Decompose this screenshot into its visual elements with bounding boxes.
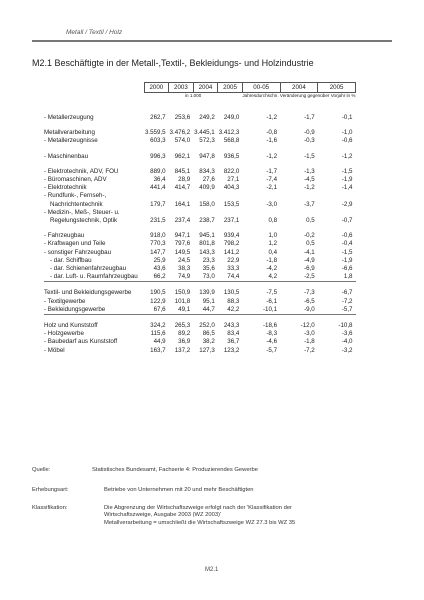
col-header: 00-05 bbox=[242, 83, 280, 93]
page-title: M2.1 Beschäftigte in der Metall-,Textil-, Bekleidungs- und Holzindustrie bbox=[32, 58, 314, 68]
table-cell: 231,5 bbox=[150, 217, 166, 225]
table-cell: 190,5 bbox=[150, 289, 166, 297]
table-cell: -7,2 bbox=[304, 346, 315, 354]
table-cell: 889,0 bbox=[150, 167, 166, 175]
table-cell: 568,8 bbox=[223, 137, 240, 145]
row-label: - Büromaschinen, ADV bbox=[44, 176, 107, 184]
table-cell: 996,3 bbox=[150, 152, 166, 160]
table-cell: 35,6 bbox=[202, 265, 215, 273]
row-label: - Holzgewerbe bbox=[44, 330, 84, 338]
table-cell: 139,9 bbox=[199, 289, 215, 297]
table-cell: -0,9 bbox=[304, 129, 315, 137]
table-cell: 441,4 bbox=[150, 184, 166, 192]
table-cell: 74,9 bbox=[178, 273, 191, 281]
table-cell: 44,9 bbox=[153, 338, 166, 346]
table-cell bbox=[218, 209, 243, 217]
table-cell: 153,5 bbox=[223, 200, 240, 208]
table-cell: -2,9 bbox=[341, 200, 353, 208]
table-cell: 237,1 bbox=[223, 217, 240, 225]
table-cell: 603,3 bbox=[150, 137, 166, 145]
table-cell: 0,5 bbox=[306, 240, 315, 248]
table-cell: 834,3 bbox=[199, 167, 215, 175]
table-cell: -0,1 bbox=[341, 114, 353, 121]
table-cell: 147,7 bbox=[150, 248, 166, 256]
table-row bbox=[44, 137, 356, 145]
table-cell: -6,7 bbox=[341, 289, 353, 297]
table-row bbox=[44, 298, 356, 306]
table-row bbox=[44, 192, 356, 200]
col-header: 2004 bbox=[193, 83, 218, 93]
section-header: Metall / Textil / Holz bbox=[66, 29, 123, 36]
row-label: - Fahrzeugbau bbox=[44, 232, 85, 240]
unit-abs-label: in 1.000 bbox=[185, 93, 202, 98]
table-cell: 324,2 bbox=[150, 322, 166, 330]
table-cell: -1,9 bbox=[341, 176, 353, 184]
table-cell: 33,3 bbox=[227, 265, 240, 273]
table-cell: 253,6 bbox=[174, 114, 191, 121]
table-cell: -5,7 bbox=[266, 346, 278, 354]
table-row bbox=[44, 330, 356, 338]
table-cell: 36,4 bbox=[153, 176, 166, 184]
table-row bbox=[44, 322, 356, 330]
table-cell: 962,1 bbox=[174, 152, 191, 160]
table-cell: 49,1 bbox=[178, 305, 191, 313]
table-cell: -1,0 bbox=[341, 129, 353, 137]
table-row bbox=[44, 176, 356, 184]
table-cell: 0,4 bbox=[268, 248, 278, 256]
table-cell: 3.476,2 bbox=[169, 129, 191, 137]
row-label: Holz und Kunststoff bbox=[44, 322, 98, 330]
group-spacer bbox=[44, 315, 356, 323]
table-cell: -1,8 bbox=[304, 338, 315, 346]
col-header: 2005 bbox=[218, 83, 243, 93]
table-row bbox=[44, 153, 356, 161]
page-number: M2.1 bbox=[205, 567, 219, 573]
table-cell: -8,3 bbox=[266, 330, 278, 338]
table-cell: 127,3 bbox=[199, 346, 215, 354]
table-row bbox=[44, 240, 356, 248]
col-header: 2000 bbox=[144, 83, 169, 93]
table-cell: 150,9 bbox=[174, 289, 191, 297]
table-cell: 24,5 bbox=[178, 256, 191, 264]
table-cell: 67,6 bbox=[153, 305, 166, 313]
table-row bbox=[44, 306, 356, 315]
table-cell: -7,2 bbox=[341, 297, 353, 305]
row-label: - dar. Luft- u. Raumfahrzeugbau bbox=[50, 273, 138, 281]
table-cell bbox=[144, 209, 169, 217]
survey-label: Erhebungsart: bbox=[32, 487, 69, 493]
table-row bbox=[44, 265, 356, 273]
table-cell: 936,5 bbox=[223, 152, 240, 160]
table-cell: -4,1 bbox=[304, 248, 315, 256]
table-cell: 38,3 bbox=[178, 265, 191, 273]
group-spacer bbox=[44, 161, 356, 168]
table-cell: 27,1 bbox=[227, 176, 240, 184]
table-cell: 409,9 bbox=[199, 184, 215, 192]
table-cell: 797,6 bbox=[174, 240, 191, 248]
table-cell: -4,0 bbox=[341, 338, 353, 346]
table-row bbox=[44, 257, 356, 265]
row-label: - dar. Schiffbau bbox=[50, 256, 92, 264]
group-spacer bbox=[44, 107, 356, 114]
table-cell: 74,4 bbox=[227, 273, 240, 281]
table-row bbox=[44, 232, 356, 240]
table-row bbox=[44, 289, 356, 297]
table-cell: -0,7 bbox=[341, 217, 353, 225]
row-label: - Maschinenbau bbox=[44, 152, 89, 160]
table-cell: 947,1 bbox=[174, 232, 191, 240]
table-cell: 252,0 bbox=[199, 322, 215, 330]
table-cell: -1,4 bbox=[341, 184, 353, 192]
table-cell: 130,5 bbox=[223, 289, 240, 297]
table-cell: 164,1 bbox=[174, 200, 191, 208]
table-cell: -5,7 bbox=[341, 305, 353, 313]
table-cell: 845,1 bbox=[174, 167, 191, 175]
table-cell: -1,7 bbox=[266, 167, 278, 175]
table-cell: 115,6 bbox=[150, 330, 166, 338]
source-label: Quelle: bbox=[32, 467, 51, 473]
table-cell bbox=[280, 192, 318, 200]
table-cell: 163,7 bbox=[150, 346, 166, 354]
header-rule bbox=[32, 40, 392, 42]
table-cell: 73,0 bbox=[202, 273, 215, 281]
table-cell: 44,7 bbox=[202, 305, 215, 313]
table-cell bbox=[218, 192, 243, 200]
table-cell: -3,0 bbox=[304, 330, 315, 338]
group-spacer bbox=[44, 122, 356, 129]
table-cell: -4,6 bbox=[266, 338, 278, 346]
table-cell: 939,4 bbox=[223, 232, 240, 240]
table-row bbox=[44, 347, 356, 355]
table-cell: -2,1 bbox=[266, 184, 278, 192]
table-cell bbox=[193, 192, 218, 200]
table-cell: 95,1 bbox=[202, 297, 215, 305]
table-cell: -0,6 bbox=[341, 232, 353, 240]
table-cell: 249,0 bbox=[223, 114, 240, 121]
row-label: - Metallerzeugung bbox=[44, 114, 94, 121]
table-cell: 149,5 bbox=[174, 248, 191, 256]
row-label: Nachrichtentechnik bbox=[50, 200, 103, 208]
table-cell: -3,2 bbox=[341, 346, 353, 354]
table-cell: 23,3 bbox=[202, 256, 215, 264]
source-text: Statistisches Bundesamt, Fachserie 4: Produzierendes Gewerbe bbox=[92, 467, 258, 473]
table-cell: -3,6 bbox=[341, 330, 353, 338]
row-label: - Elektrotechnik, ADV, FOU bbox=[44, 167, 119, 175]
table-cell: 947,8 bbox=[199, 152, 215, 160]
table-cell: 572,3 bbox=[199, 137, 215, 145]
table-cell: 38,2 bbox=[202, 338, 215, 346]
table-cell: -1,2 bbox=[266, 114, 278, 121]
table-cell: 89,2 bbox=[178, 330, 191, 338]
table-cell: -0,4 bbox=[341, 240, 353, 248]
table-cell: 3.412,3 bbox=[218, 129, 240, 137]
table-cell: -4,2 bbox=[266, 265, 278, 273]
table-cell: -7,5 bbox=[266, 289, 278, 297]
table-row bbox=[44, 217, 356, 225]
row-label: - Textilgewerbe bbox=[44, 297, 86, 305]
table-cell: 237,4 bbox=[174, 217, 191, 225]
table-cell: 798,2 bbox=[223, 240, 240, 248]
table-cell: 404,3 bbox=[223, 184, 240, 192]
row-label: Regelungstechnik, Optik bbox=[50, 217, 118, 225]
table-cell: -7,4 bbox=[266, 176, 278, 184]
table-cell: -3,7 bbox=[304, 200, 315, 208]
table-cell: 25,9 bbox=[153, 256, 166, 264]
row-label: - Elektrotechnik bbox=[44, 184, 87, 192]
survey-text: Betriebe von Unternehmen mit 20 und mehr Beschäftigten bbox=[104, 487, 254, 493]
table-cell: 122,9 bbox=[150, 297, 166, 305]
table-cell: 770,3 bbox=[150, 240, 166, 248]
table-cell bbox=[318, 209, 356, 217]
table-cell: 574,0 bbox=[174, 137, 191, 145]
table-row bbox=[44, 168, 356, 176]
table-cell: -3,0 bbox=[266, 200, 278, 208]
col-header: 2003 bbox=[169, 83, 194, 93]
unit-change-label: Jahresdurchschn. Veränderung gegenüber Vorjahr in % bbox=[242, 93, 356, 98]
row-label: - dar. Schienenfahrzeugbau bbox=[50, 265, 127, 273]
row-label: - Baubedarf aus Kunststoff bbox=[44, 338, 118, 346]
table-cell: 0,5 bbox=[306, 217, 315, 225]
table-cell: 42,2 bbox=[227, 305, 240, 313]
table-cell: 36,9 bbox=[178, 338, 191, 346]
table-header-row bbox=[44, 83, 356, 93]
table-cell: 801,8 bbox=[199, 240, 215, 248]
table-cell: 3.559,5 bbox=[144, 129, 166, 137]
table-cell: -0,2 bbox=[304, 232, 315, 240]
table-cell: 143,3 bbox=[199, 248, 215, 256]
table-cell: -1,7 bbox=[304, 114, 315, 121]
table-cell bbox=[318, 192, 356, 200]
table-cell: 1,8 bbox=[343, 273, 353, 281]
table-cell: -0,8 bbox=[266, 129, 278, 137]
row-label: - Bekleidungsgewerbe bbox=[44, 305, 106, 313]
classification-line-1: Die Abgrenzung der Wirtschaftszweige erfolgt nach der 'Klassifikation der bbox=[104, 505, 292, 511]
table-cell: -2,5 bbox=[304, 273, 315, 281]
employment-table bbox=[44, 82, 356, 355]
table-cell: 141,2 bbox=[223, 248, 240, 256]
table-cell: 158,0 bbox=[199, 200, 215, 208]
table-row bbox=[44, 338, 356, 346]
table-cell: 101,8 bbox=[174, 297, 191, 305]
table-cell: 36,7 bbox=[227, 338, 240, 346]
table-cell: -4,9 bbox=[304, 256, 315, 264]
table-cell: -4,5 bbox=[304, 176, 315, 184]
row-label: - Rundfunk-, Fernseh-, bbox=[44, 192, 107, 200]
table-cell: -9,0 bbox=[304, 305, 315, 313]
col-header: 2004 bbox=[280, 83, 318, 93]
table-cell: -1,5 bbox=[341, 248, 353, 256]
table-cell: -1,2 bbox=[266, 152, 278, 160]
table-row bbox=[44, 114, 356, 122]
table-cell: 43,6 bbox=[153, 265, 166, 273]
table-cell: 27,6 bbox=[202, 176, 215, 184]
table-cell: -6,6 bbox=[341, 265, 353, 273]
row-label: - Metallerzeugnisse bbox=[44, 137, 98, 145]
row-label: - Möbel bbox=[44, 346, 65, 354]
table-cell bbox=[280, 209, 318, 217]
table-cell: -0,6 bbox=[341, 137, 353, 145]
table-cell bbox=[144, 192, 169, 200]
table-cell: 1,0 bbox=[268, 232, 278, 240]
table-row bbox=[44, 273, 356, 282]
table-cell: -1,6 bbox=[266, 137, 278, 145]
row-label: - Kraftwagen und Teile bbox=[44, 240, 106, 248]
table-cell: 249,2 bbox=[199, 114, 215, 121]
table-cell: 822,0 bbox=[223, 167, 240, 175]
table-cell: -1,2 bbox=[304, 184, 315, 192]
table-row bbox=[44, 184, 356, 192]
table-cell: -10,8 bbox=[338, 322, 353, 330]
table-cell: 3.445,1 bbox=[194, 129, 215, 137]
classification-label: Klassifikation: bbox=[32, 505, 68, 511]
col-header: 2005 bbox=[318, 83, 356, 93]
group-spacer bbox=[44, 282, 356, 290]
table-row bbox=[44, 209, 356, 217]
table-row bbox=[44, 201, 356, 209]
table-cell: -6,5 bbox=[304, 297, 315, 305]
table-cell: -1,8 bbox=[266, 256, 278, 264]
table-cell: 137,2 bbox=[174, 346, 191, 354]
table-cell: -12,0 bbox=[300, 322, 315, 330]
table-cell: 123,2 bbox=[223, 346, 240, 354]
table-cell: -0,3 bbox=[304, 137, 315, 145]
table-cell bbox=[169, 209, 194, 217]
row-label: Textil- und Bekleidungsgewerbe bbox=[44, 289, 132, 297]
table-cell: -1,3 bbox=[304, 167, 315, 175]
classification-line-2: Wirtschaftszweige, Ausgabe 2003 (WZ 2003)' bbox=[104, 512, 222, 518]
table-cell: -1,5 bbox=[304, 152, 315, 160]
table-cell: 179,7 bbox=[150, 200, 166, 208]
table-row bbox=[44, 129, 356, 137]
group-spacer bbox=[44, 225, 356, 232]
classification-line-3: Metallverarbeitung = umschließt die Wirtschaftszweige WZ 27.3 bis WZ 35 bbox=[104, 520, 296, 526]
table-cell: -1,5 bbox=[341, 167, 353, 175]
table-cell: -10,1 bbox=[262, 305, 278, 313]
table-cell: 28,9 bbox=[178, 176, 191, 184]
table-cell: 238,7 bbox=[199, 217, 215, 225]
table-cell: 262,7 bbox=[150, 114, 166, 121]
table-cell: 265,3 bbox=[174, 322, 191, 330]
table-cell: -6,1 bbox=[266, 297, 278, 305]
table-cell: 86,5 bbox=[202, 330, 215, 338]
table-cell bbox=[169, 192, 194, 200]
table-cell bbox=[193, 209, 218, 217]
table-cell bbox=[242, 209, 280, 217]
table-cell: 918,0 bbox=[150, 232, 166, 240]
row-label: - Medizin-, Meß-, Steuer- u. bbox=[44, 208, 120, 216]
row-label: - sonstiger Fahrzeugbau bbox=[44, 248, 112, 256]
unit-row bbox=[44, 93, 356, 108]
table-cell bbox=[242, 192, 280, 200]
table-cell: -1,9 bbox=[341, 256, 353, 264]
table-cell: 4,2 bbox=[268, 273, 278, 281]
table-cell: 945,1 bbox=[199, 232, 215, 240]
table-cell: -6,9 bbox=[304, 265, 315, 273]
table-cell: 1,2 bbox=[268, 240, 278, 248]
table-cell: 22,9 bbox=[227, 256, 240, 264]
table-cell: -1,2 bbox=[341, 152, 353, 160]
table-cell: 243,3 bbox=[223, 322, 240, 330]
row-label: Metallverarbeitung bbox=[44, 129, 95, 137]
table-cell: 414,7 bbox=[174, 184, 191, 192]
group-spacer bbox=[44, 146, 356, 153]
table-cell: 0,8 bbox=[268, 217, 278, 225]
table-cell: -7,3 bbox=[304, 289, 315, 297]
table-cell: 83,4 bbox=[227, 330, 240, 338]
table-cell: -18,6 bbox=[262, 322, 278, 330]
table-row bbox=[44, 249, 356, 257]
table-cell: 66,2 bbox=[153, 273, 166, 281]
table-cell: 88,3 bbox=[227, 297, 240, 305]
